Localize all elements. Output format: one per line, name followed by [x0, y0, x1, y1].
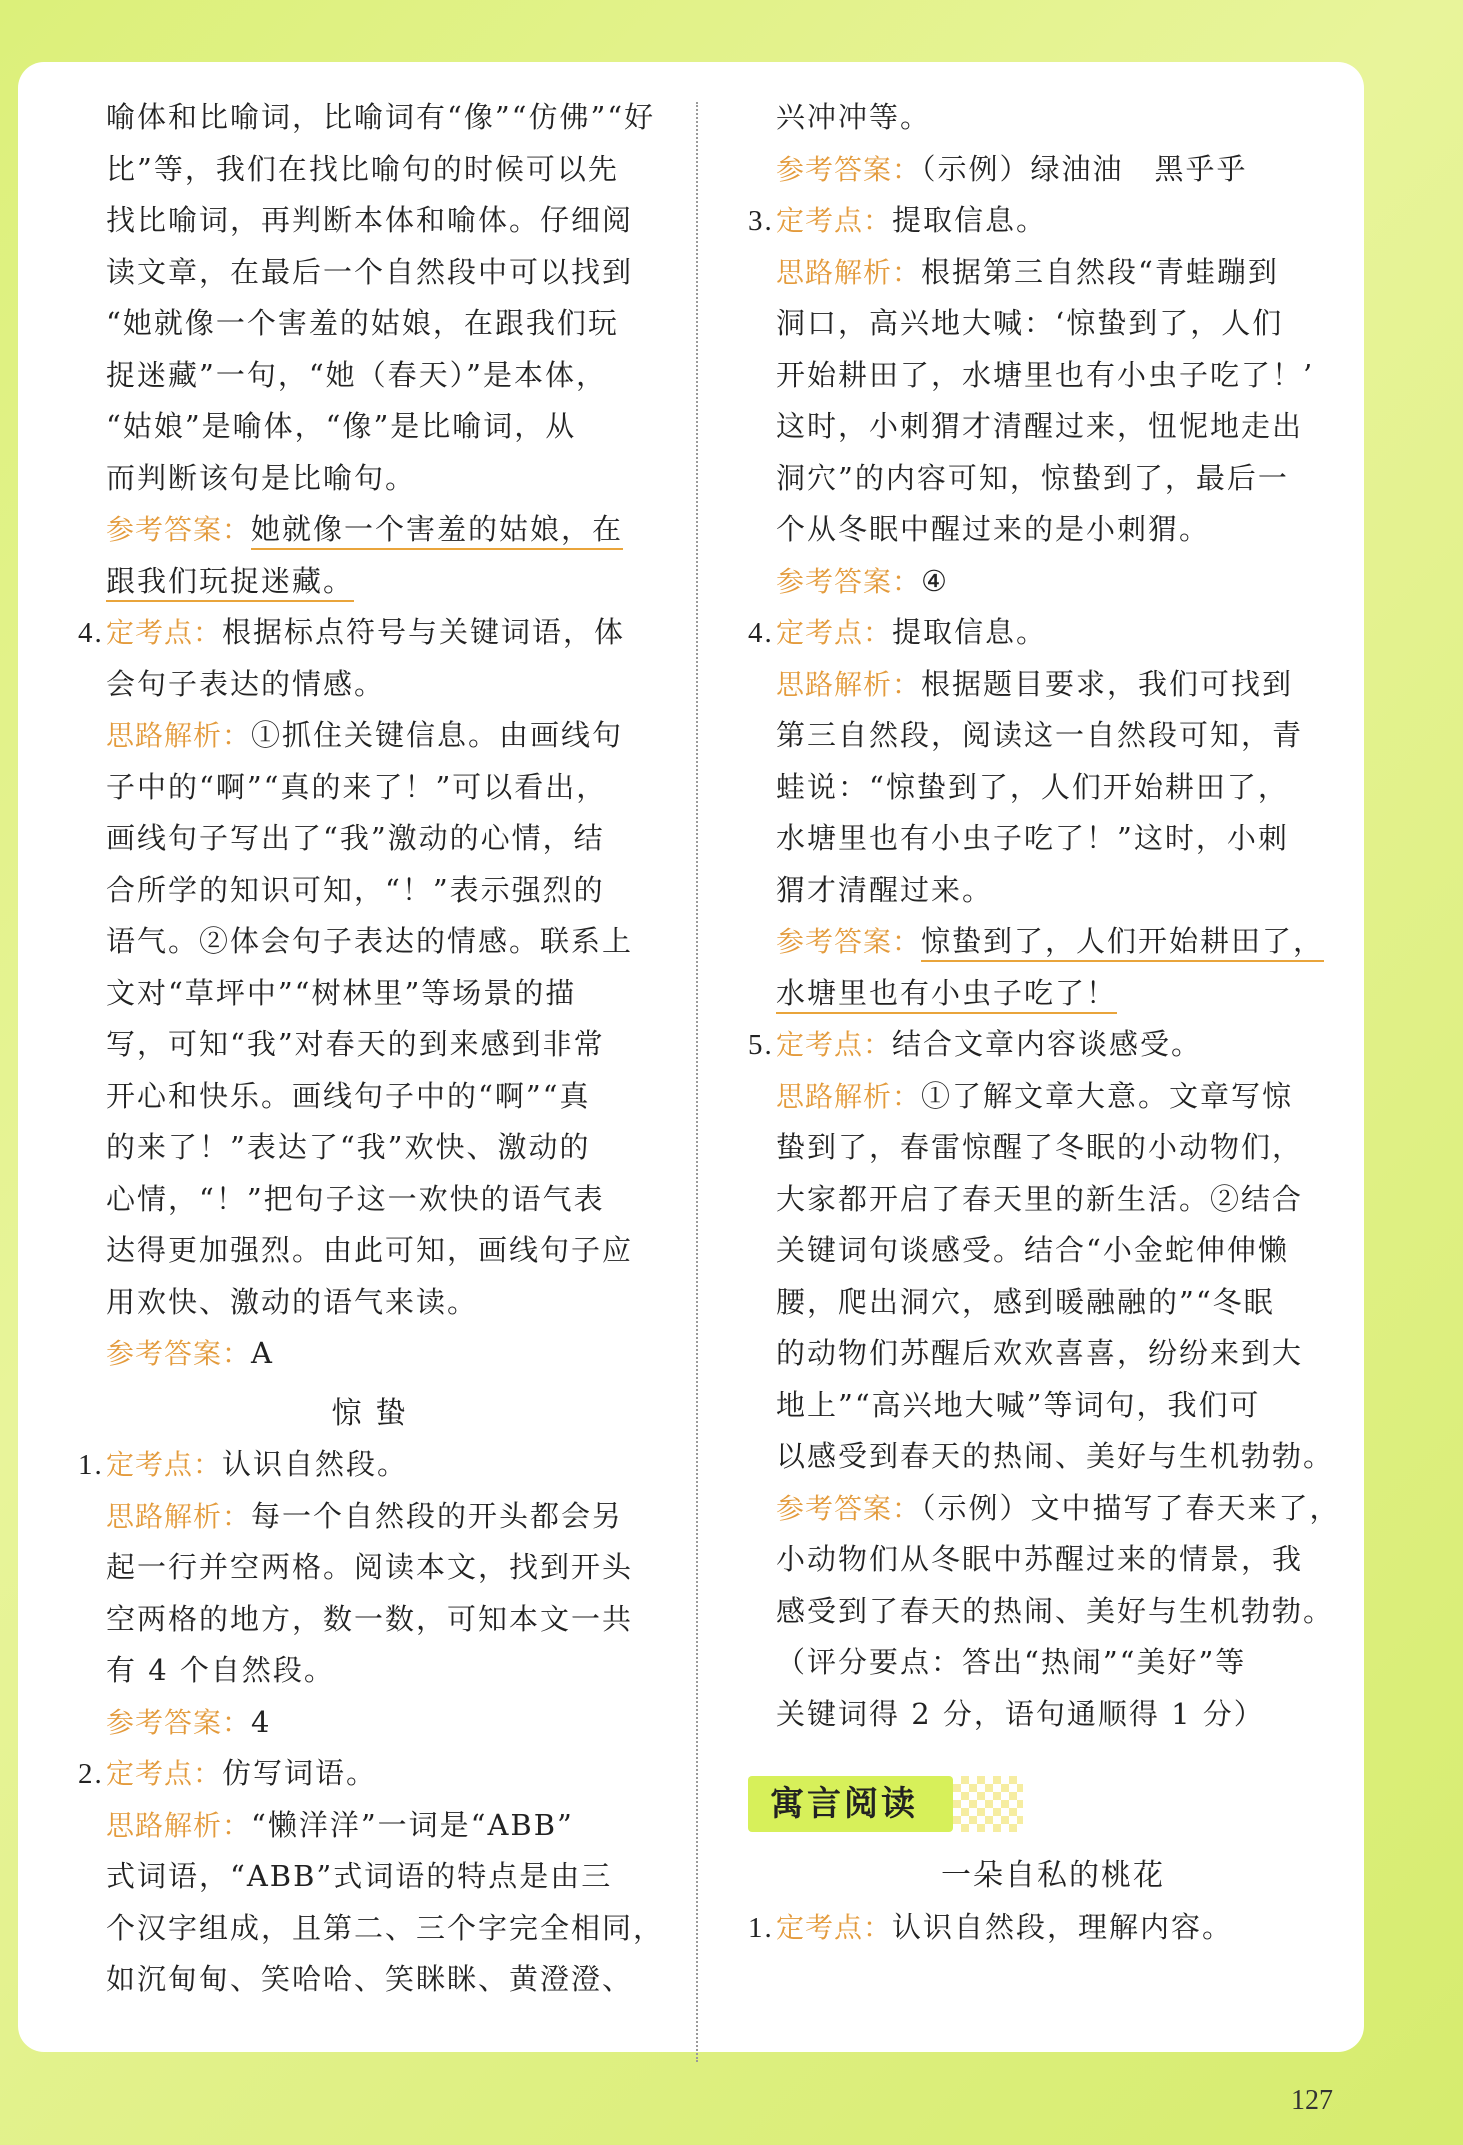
text-line	[78, 659, 673, 711]
text: 结合文章内容谈感受。	[892, 1027, 1203, 1061]
text: 水塘里也有小虫子吃了！”这时，小刺	[776, 821, 1289, 855]
text-line	[748, 504, 1358, 556]
text: 感受到了春天的热闹、美好与生机勃勃。	[776, 1593, 1335, 1628]
text: 个从冬眠中醒过来的是小刺猬。	[776, 512, 1211, 546]
question-number: 2.	[78, 1758, 104, 1790]
text: 喻体和比喻词，比喻词有“像”“仿佛”“好	[106, 100, 656, 134]
text: 以感受到春天的热闹、美好与生机勃勃。	[776, 1439, 1335, 1473]
text: 猬才清醒过来。	[776, 872, 994, 907]
label: 定考点：	[106, 616, 223, 649]
text-line	[78, 1697, 673, 1749]
text-line	[748, 92, 1358, 144]
text-line	[78, 1277, 673, 1329]
text: ①抓住关键信息。由画线句	[251, 718, 624, 752]
text-line	[78, 1851, 673, 1903]
label: 参考答案：	[106, 513, 252, 546]
text-line	[78, 298, 673, 350]
text-line	[78, 968, 673, 1020]
text: 根据标点符号与关键词语，体	[222, 615, 626, 649]
text: 会句子表达的情感。	[106, 666, 386, 701]
text-line	[748, 1431, 1358, 1483]
text-line	[748, 1534, 1358, 1586]
text: 关键词句谈感受。结合“小金蛇伸伸懒	[776, 1233, 1289, 1267]
text: 洞穴”的内容可知，惊蛰到了，最后一	[776, 460, 1289, 495]
text: 兴冲冲等。	[776, 100, 932, 134]
text-line	[748, 916, 1358, 968]
text-line	[78, 813, 673, 865]
text-line	[748, 1637, 1358, 1689]
text: 的动物们苏醒后欢欢喜喜，纷纷来到大	[776, 1336, 1304, 1370]
text: 合所学的知识可知，“！”表示强烈的	[106, 872, 605, 907]
label: 定考点：	[776, 616, 893, 649]
text-line	[748, 556, 1358, 608]
text: 起一行并空两格。阅读本文，找到开头	[106, 1550, 634, 1584]
text-line	[78, 556, 673, 608]
label: 定考点：	[776, 1910, 893, 1944]
text-line	[78, 1174, 673, 1226]
text: 大家都开启了春天里的新生活。②结合	[776, 1181, 1304, 1216]
text: A	[251, 1336, 274, 1370]
text-line	[748, 865, 1358, 917]
label: 参考答案：	[776, 1491, 922, 1525]
text: 写，可知“我”对春天的到来感到非常	[106, 1027, 605, 1061]
text-line	[78, 916, 673, 968]
text-line	[748, 1225, 1358, 1277]
text: 心情，“！”把句子这一欢快的语气表	[106, 1181, 605, 1216]
text-line	[78, 607, 673, 659]
text-line	[78, 1071, 673, 1123]
text-line	[78, 195, 673, 247]
text-line	[78, 1019, 673, 1071]
question-number: 4.	[78, 617, 104, 649]
column-divider	[696, 102, 698, 2062]
label: 参考答案：	[776, 564, 922, 598]
label: 定考点：	[776, 1028, 893, 1061]
label: 思路解析：	[106, 1499, 252, 1533]
text-line	[78, 1439, 673, 1491]
text-line	[748, 1689, 1358, 1741]
question-number: 4.	[748, 617, 774, 649]
text-line	[748, 1122, 1358, 1174]
text-line	[78, 1328, 673, 1380]
text-line	[748, 1328, 1358, 1380]
text-line	[78, 504, 673, 556]
text-line	[748, 350, 1358, 402]
text-line	[78, 247, 673, 299]
text-line	[748, 247, 1358, 299]
text-line	[78, 350, 673, 402]
text: 洞口，高兴地大喊：‘惊蛰到了，人们	[776, 306, 1284, 340]
label: 思路解析：	[776, 255, 922, 289]
text: 关键词得 2 分，语句通顺得 1 分）	[776, 1696, 1265, 1731]
text-line	[78, 1903, 673, 1955]
text: 蛰到了，春雷惊醒了冬眠的小动物们，	[776, 1130, 1304, 1164]
text-line	[748, 607, 1358, 659]
text-line	[748, 968, 1358, 1020]
text-line	[748, 1483, 1358, 1535]
text: 根据第三自然段“青蛙蹦到	[921, 254, 1279, 289]
text-line	[748, 453, 1358, 505]
text: 4	[251, 1704, 272, 1739]
text: 捉迷藏”一句，“她（春天）”是本体，	[106, 357, 607, 392]
text-line	[748, 710, 1358, 762]
text: 提取信息。	[892, 615, 1048, 649]
answer-page	[18, 62, 1364, 2052]
text: （示例）文中描写了春天来了，	[921, 1490, 1341, 1525]
text-line	[78, 762, 673, 814]
text-line	[748, 298, 1358, 350]
text: 语气。②体会句子表达的情感。联系上	[106, 924, 634, 958]
label: 参考答案：	[106, 1337, 252, 1370]
label: 思路解析：	[776, 667, 922, 701]
text: ①了解文章大意。文章写惊	[921, 1078, 1294, 1113]
text: 腰，爬出洞穴，感到暖融融的”“冬眠	[776, 1284, 1275, 1319]
text: 比”等，我们在找比喻句的时候可以先	[106, 151, 619, 186]
label: 定考点：	[776, 204, 893, 237]
text-line	[748, 195, 1358, 247]
text-line	[748, 1586, 1358, 1638]
section-title: 惊蛰	[331, 1395, 420, 1431]
text-line	[78, 1748, 673, 1800]
text: 文对“草坪中”“树林里”等场景的描	[106, 975, 577, 1010]
text: （示例）绿油油 黑乎乎	[921, 151, 1248, 186]
text-line	[78, 865, 673, 917]
text-line	[748, 1174, 1358, 1226]
text: 开始耕田了，水塘里也有小虫子吃了！’	[776, 357, 1315, 392]
question-number: 1.	[748, 1911, 774, 1944]
text-line	[748, 762, 1358, 814]
text-line	[78, 453, 673, 505]
text: 读文章，在最后一个自然段中可以找到	[106, 254, 634, 289]
label: 思路解析：	[106, 1808, 252, 1842]
text: 如沉甸甸、笑哈哈、笑眯眯、黄澄澄、	[106, 1962, 634, 1996]
text: 的来了！”表达了“我”欢快、激动的	[106, 1130, 591, 1164]
text: 达得更加强烈。由此可知，画线句子应	[106, 1233, 634, 1267]
text-line	[748, 1019, 1358, 1071]
text: 个汉字组成，且第二、三个字完全相同，	[106, 1910, 665, 1945]
right-column	[748, 92, 1358, 1953]
text-line	[78, 1645, 673, 1697]
text: 根据题目要求，我们可找到	[921, 666, 1294, 701]
text: 认识自然段，理解内容。	[892, 1909, 1234, 1944]
text: 找比喻词，再判断本体和喻体。仔细阅	[106, 203, 634, 237]
label: 参考答案：	[776, 152, 922, 186]
text: 仿写词语。	[222, 1756, 378, 1790]
label: 参考答案：	[106, 1705, 252, 1739]
text-line	[748, 401, 1358, 453]
answer-underlined: 水塘里也有小虫子吃了！	[776, 976, 1117, 1014]
text: 第三自然段，阅读这一自然段可知，青	[776, 718, 1304, 752]
section-decoration	[953, 1776, 1023, 1832]
left-column	[78, 92, 673, 2006]
label: 思路解析：	[106, 719, 252, 752]
text-line	[748, 1380, 1358, 1432]
text-line	[78, 1954, 673, 2006]
answer-underlined: 她就像一个害羞的姑娘，在	[251, 512, 623, 550]
question-number: 3.	[748, 205, 774, 237]
text: 空两格的地方，数一数，可知本文一共	[106, 1601, 634, 1636]
text-line	[78, 1542, 673, 1594]
text-line	[78, 1800, 673, 1852]
text-line	[78, 710, 673, 762]
text: 开心和快乐。画线句子中的“啊”“真	[106, 1078, 591, 1113]
text: （评分要点：答出“热闹”“美好”等	[776, 1645, 1247, 1679]
section-tag: 寓言阅读	[748, 1776, 953, 1832]
text-line	[78, 1122, 673, 1174]
text: 而判断该句是比喻句。	[106, 460, 417, 495]
text-line	[748, 1902, 1358, 1954]
label: 定考点：	[106, 1448, 223, 1481]
text: “她就像一个害羞的姑娘，在跟我们玩	[106, 306, 619, 340]
answer-underlined: 惊蛰到了，人们开始耕田了，	[921, 924, 1324, 962]
page-number: 127	[1291, 2085, 1333, 2116]
text: 蛙说：“惊蛰到了，人们开始耕田了，	[776, 769, 1289, 804]
passage-title: 一朵自私的桃花	[941, 1858, 1165, 1893]
text-line	[78, 1491, 673, 1543]
text: 式词语，“ABB”式词语的特点是由三	[106, 1859, 613, 1893]
text-line	[748, 659, 1358, 711]
label: 参考答案：	[776, 925, 922, 958]
text: “懒洋洋”一词是“ABB”	[251, 1807, 574, 1842]
label: 定考点：	[106, 1757, 223, 1790]
text: “姑娘”是喻体，“像”是比喻词，从	[106, 409, 577, 443]
text: 提取信息。	[892, 203, 1048, 237]
text: 认识自然段。	[222, 1447, 409, 1481]
text-line	[78, 401, 673, 453]
text: 地上”“高兴地大喊”等词句，我们可	[776, 1387, 1261, 1422]
text: 子中的“啊”“真的来了！”可以看出，	[106, 769, 608, 804]
answer-underlined: 跟我们玩捉迷藏。	[106, 564, 354, 602]
question-number: 1.	[78, 1449, 104, 1481]
text: ④	[921, 563, 950, 598]
text-line	[748, 1277, 1358, 1329]
text-line	[748, 813, 1358, 865]
text-line	[78, 92, 673, 144]
text: 每一个自然段的开头都会另	[251, 1498, 624, 1533]
text: 这时，小刺猬才清醒过来，忸怩地走出	[776, 409, 1304, 443]
text: 小动物们从冬眠中苏醒过来的情景，我	[776, 1542, 1304, 1576]
label: 思路解析：	[776, 1079, 922, 1113]
text: 用欢快、激动的语气来读。	[106, 1284, 479, 1319]
section-header	[748, 1766, 1358, 1850]
question-number: 5.	[748, 1029, 774, 1061]
text: 有 4 个自然段。	[106, 1653, 335, 1687]
text-line	[748, 144, 1358, 196]
text-line	[78, 144, 673, 196]
text-line	[78, 1225, 673, 1277]
text-line	[78, 1594, 673, 1646]
text-line	[748, 1071, 1358, 1123]
text: 画线句子写出了“我”激动的心情，结	[106, 821, 605, 855]
